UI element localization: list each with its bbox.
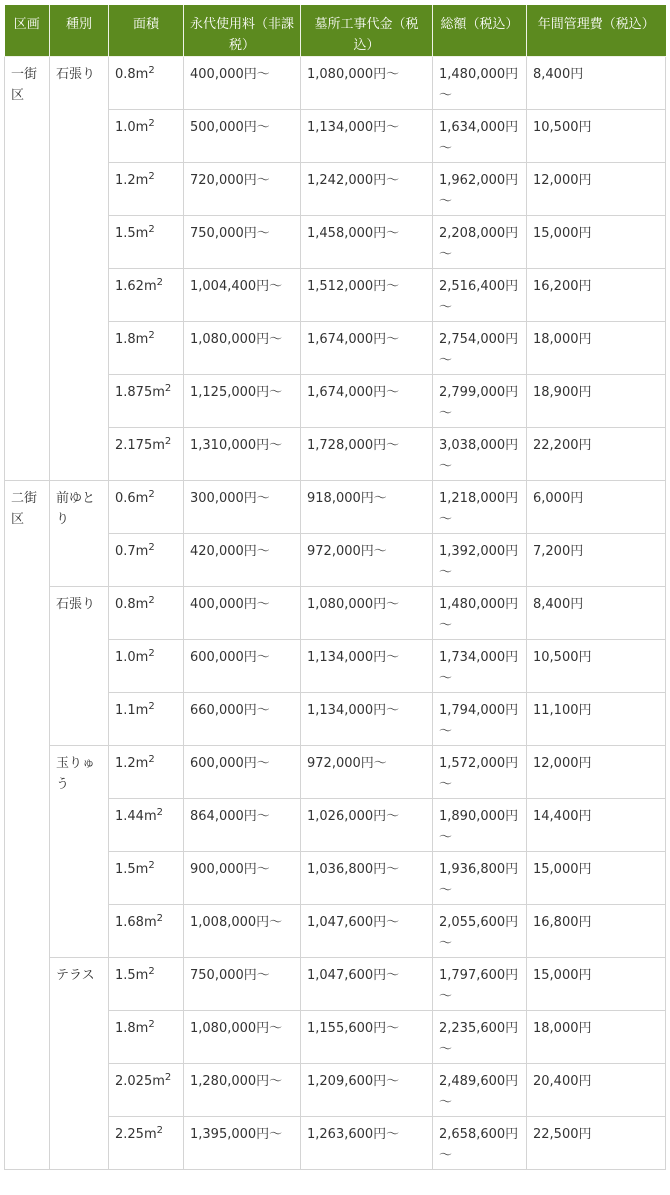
size-value: 0.6m [115,491,149,506]
header-perpetual-fee: 永代使用料（非課税） [184,5,301,57]
cell-total: 2,055,600円～ [433,905,527,958]
cell-annual-fee: 12,000円 [527,163,666,216]
table-row [5,481,666,534]
cell-construction: 918,000円～ [301,481,433,534]
cell-size [109,57,184,110]
cell-size [109,852,184,905]
cell-size [109,1117,184,1170]
cell-perpetual-fee: 300,000円～ [184,481,301,534]
header-size: 面積 [109,5,184,57]
cell-area-block: 一街区 [5,57,50,481]
cell-construction: 1,134,000円～ [301,693,433,746]
cell-perpetual-fee: 400,000円～ [184,57,301,110]
cell-perpetual-fee: 1,280,000円～ [184,1064,301,1117]
cell-total: 1,936,800円～ [433,852,527,905]
cell-perpetual-fee: 400,000円～ [184,587,301,640]
cell-construction: 1,263,600円～ [301,1117,433,1170]
cell-type: 石張り [50,57,109,481]
size-value: 1.5m [115,968,149,983]
cell-total: 2,235,600円～ [433,1011,527,1064]
cell-annual-fee: 15,000円 [527,958,666,1011]
size-unit-exponent: 2 [148,754,155,765]
cell-total: 1,794,000円～ [433,693,527,746]
table-row [5,746,666,799]
cell-annual-fee: 11,100円 [527,693,666,746]
cell-construction: 1,209,600円～ [301,1064,433,1117]
size-unit-exponent: 2 [156,1125,163,1136]
cell-type: 石張り [50,587,109,746]
cell-annual-fee: 20,400円 [527,1064,666,1117]
size-value: 2.175m [115,438,165,453]
cell-annual-fee: 18,000円 [527,322,666,375]
cell-size [109,746,184,799]
cell-size [109,640,184,693]
cell-annual-fee: 15,000円 [527,216,666,269]
size-value: 2.025m [115,1074,165,1089]
cell-perpetual-fee: 864,000円～ [184,799,301,852]
cell-annual-fee: 8,400円 [527,57,666,110]
cell-construction: 972,000円～ [301,746,433,799]
cell-total: 1,634,000円～ [433,110,527,163]
size-unit-exponent: 2 [148,171,155,182]
size-value: 1.2m [115,173,149,188]
cell-size [109,1064,184,1117]
cell-total: 2,516,400円～ [433,269,527,322]
size-unit-exponent: 2 [148,65,155,76]
cell-perpetual-fee: 1,080,000円～ [184,322,301,375]
cell-type: 玉りゅう [50,746,109,958]
size-unit-exponent: 2 [156,277,163,288]
cell-perpetual-fee: 600,000円～ [184,746,301,799]
cell-annual-fee: 15,000円 [527,852,666,905]
size-unit-exponent: 2 [148,330,155,341]
cell-total: 3,038,000円～ [433,428,527,481]
cell-total: 1,480,000円～ [433,57,527,110]
header-annual-fee: 年間管理費（税込） [527,5,666,57]
table-row [5,958,666,1011]
size-unit-exponent: 2 [148,1019,155,1030]
cell-size [109,163,184,216]
cell-construction: 1,134,000円～ [301,640,433,693]
cell-size [109,375,184,428]
cell-size [109,587,184,640]
cell-annual-fee: 18,000円 [527,1011,666,1064]
cell-size [109,799,184,852]
cell-construction: 1,047,600円～ [301,905,433,958]
size-value: 1.0m [115,650,149,665]
cell-perpetual-fee: 600,000円～ [184,640,301,693]
cell-perpetual-fee: 1,080,000円～ [184,1011,301,1064]
header-area-block: 区画 [5,5,50,57]
size-unit-exponent: 2 [148,860,155,871]
cell-perpetual-fee: 500,000円～ [184,110,301,163]
cell-total: 2,489,600円～ [433,1064,527,1117]
cell-size [109,216,184,269]
cell-annual-fee: 22,200円 [527,428,666,481]
cell-perpetual-fee: 1,125,000円～ [184,375,301,428]
size-unit-exponent: 2 [148,966,155,977]
size-value: 1.5m [115,862,149,877]
size-unit-exponent: 2 [148,489,155,500]
cell-construction: 1,512,000円～ [301,269,433,322]
header-type: 種別 [50,5,109,57]
cell-perpetual-fee: 720,000円～ [184,163,301,216]
cell-perpetual-fee: 1,004,400円～ [184,269,301,322]
header-construction: 墓所工事代金（税込） [301,5,433,57]
cell-perpetual-fee: 1,310,000円～ [184,428,301,481]
size-value: 0.8m [115,67,149,82]
cell-type: テラス [50,958,109,1170]
cell-total: 1,890,000円～ [433,799,527,852]
size-value: 1.62m [115,279,157,294]
cell-size [109,428,184,481]
cell-total: 2,799,000円～ [433,375,527,428]
cell-construction: 1,242,000円～ [301,163,433,216]
cell-size [109,110,184,163]
size-unit-exponent: 2 [148,648,155,659]
cell-perpetual-fee: 750,000円～ [184,216,301,269]
cell-annual-fee: 7,200円 [527,534,666,587]
cell-total: 2,754,000円～ [433,322,527,375]
size-value: 1.8m [115,332,149,347]
cell-construction: 1,728,000円～ [301,428,433,481]
size-value: 1.1m [115,703,149,718]
cell-construction: 1,026,000円～ [301,799,433,852]
cell-annual-fee: 18,900円 [527,375,666,428]
cell-construction: 1,674,000円～ [301,375,433,428]
size-value: 0.7m [115,544,149,559]
cell-total: 1,962,000円～ [433,163,527,216]
size-unit-exponent: 2 [164,383,172,394]
cell-perpetual-fee: 1,008,000円～ [184,905,301,958]
cell-perpetual-fee: 1,395,000円～ [184,1117,301,1170]
cell-type: 前ゆとり [50,481,109,587]
cell-perpetual-fee: 900,000円～ [184,852,301,905]
cell-annual-fee: 12,000円 [527,746,666,799]
cell-perpetual-fee: 660,000円～ [184,693,301,746]
cell-annual-fee: 6,000円 [527,481,666,534]
cell-construction: 1,155,600円～ [301,1011,433,1064]
cell-size [109,1011,184,1064]
table-body [5,57,666,1170]
cell-annual-fee: 22,500円 [527,1117,666,1170]
cell-perpetual-fee: 750,000円～ [184,958,301,1011]
cell-size [109,269,184,322]
size-value: 0.8m [115,597,149,612]
cell-annual-fee: 10,500円 [527,110,666,163]
size-value: 1.68m [115,915,157,930]
cell-size [109,958,184,1011]
size-unit-exponent: 2 [164,1072,172,1083]
cell-area-block: 二街区 [5,481,50,1170]
size-value: 1.2m [115,756,149,771]
size-value: 1.8m [115,1021,149,1036]
cell-total: 1,734,000円～ [433,640,527,693]
cell-total: 2,658,600円～ [433,1117,527,1170]
cell-annual-fee: 8,400円 [527,587,666,640]
cell-total: 1,797,600円～ [433,958,527,1011]
size-unit-exponent: 2 [156,807,163,818]
cell-total: 1,392,000円～ [433,534,527,587]
cell-annual-fee: 16,800円 [527,905,666,958]
size-unit-exponent: 2 [148,224,155,235]
cell-annual-fee: 16,200円 [527,269,666,322]
cell-construction: 1,134,000円～ [301,110,433,163]
cell-perpetual-fee: 420,000円～ [184,534,301,587]
table-row [5,587,666,640]
price-table [4,5,666,1170]
cell-size [109,905,184,958]
size-unit-exponent: 2 [156,913,163,924]
cell-total: 1,572,000円～ [433,746,527,799]
size-unit-exponent: 2 [148,595,155,606]
cell-size [109,534,184,587]
header-total: 総額（税込） [433,5,527,57]
size-unit-exponent: 2 [148,118,155,129]
cell-construction: 1,458,000円～ [301,216,433,269]
size-unit-exponent: 2 [164,436,172,447]
size-value: 1.44m [115,809,157,824]
cell-construction: 972,000円～ [301,534,433,587]
table-header [5,5,666,57]
cell-total: 1,480,000円～ [433,587,527,640]
size-value: 2.25m [115,1127,157,1142]
cell-total: 1,218,000円～ [433,481,527,534]
table-row [5,57,666,110]
cell-construction: 1,674,000円～ [301,322,433,375]
cell-annual-fee: 14,400円 [527,799,666,852]
size-value: 1.0m [115,120,149,135]
cell-construction: 1,047,600円～ [301,958,433,1011]
size-value: 1.875m [115,385,165,400]
cell-construction: 1,080,000円～ [301,57,433,110]
cell-size [109,322,184,375]
cell-total: 2,208,000円～ [433,216,527,269]
cell-size [109,693,184,746]
size-value: 1.5m [115,226,149,241]
cell-construction: 1,080,000円～ [301,587,433,640]
cell-size [109,481,184,534]
size-unit-exponent: 2 [148,701,155,712]
cell-construction: 1,036,800円～ [301,852,433,905]
size-unit-exponent: 2 [148,542,155,553]
cell-annual-fee: 10,500円 [527,640,666,693]
